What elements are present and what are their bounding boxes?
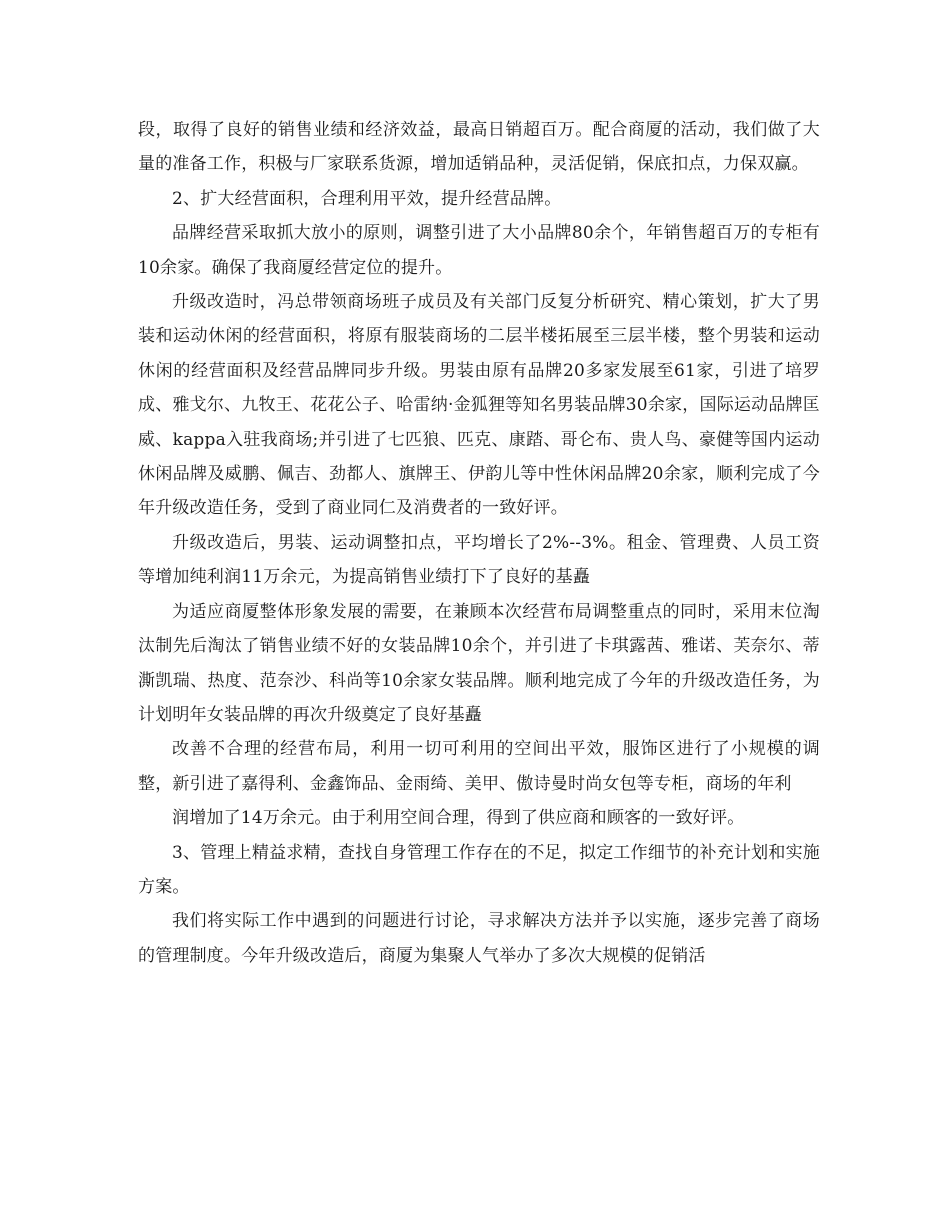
paragraph-brand-strategy: 品牌经营采取抓大放小的原则，调整引进了大小品牌80余个，年销售超百万的专柜有10余家。确保了我商厦经营定位的提升。 bbox=[138, 223, 820, 278]
paragraph-womenswear: 为适应商厦整体形象发展的需要，在兼顾本次经营布局调整重点的同时，采用末位淘汰制先后淘汰了销售业绩不好的女装品牌10余个，并引进了卡琪露茜、雅诺、芙奈尔、蒂澌凯瑞、热度、范奈沙、科尚等10余家女装品牌。顺利地完成了今年的升级改造任务，为计划明年女装品牌的再次升级奠定了良好基矗 bbox=[138, 601, 820, 725]
paragraph-layout-improvement: 改善不合理的经营布局，利用一切可利用的空间出平效，服饰区进行了小规模的调整，新引进了嘉得利、金鑫饰品、金雨绮、美甲、傲诗曼时尚女包等专柜，商场的年利 bbox=[138, 739, 820, 794]
paragraph-profit-increase: 润增加了14万余元。由于利用空间合理，得到了供应商和顾客的一致好评。 bbox=[172, 808, 745, 829]
section-heading-2: 2、扩大经营面积，合理利用平效，提升经营品牌。 bbox=[172, 188, 562, 209]
document-body bbox=[138, 113, 820, 973]
section-heading-3: 3、管理上精益求精，查找自身管理工作存在的不足，拟定工作细节的补充计划和实施方案。 bbox=[138, 842, 820, 897]
paragraph-intro: 段，取得了良好的销售业绩和经济效益，最高日销超百万。配合商厦的活动，我们做了大量的准备工作，积极与厂家联系货源，增加适销品种，灵活促销，保底扣点，力保双赢。 bbox=[138, 120, 820, 175]
paragraph-upgrade-menswear: 升级改造时，冯总带领商场班子成员及有关部门反复分析研究、精心策划，扩大了男装和运动休闲的经营面积，将原有服装商场的二层半楼拓展至三层半楼，整个男装和运动休闲的经营面积及经营品牌同步升级。男装由原有品牌20多家发展至61家，引进了培罗成、雅戈尔、九牧王、花花公子、哈雷纳·金狐狸等知名男装品牌30余家，国际运动品牌匡威、kappa入驻我商场;并引进了七匹狼、匹克、康踏、哥仑布、贵人鸟、豪健等国内运动休闲品牌及威鹏、佩吉、劲都人、旗牌王、伊韵儿等中性休闲品牌20余家，顺利完成了今年升级改造任务，受到了商业同仁及消费者的一致好评。 bbox=[138, 292, 820, 519]
paragraph-upgrade-result: 升级改造后，男装、运动调整扣点，平均增长了2%--3%。租金、管理费、人员工资等增加纯利润11万余元，为提高销售业绩打下了良好的基矗 bbox=[138, 532, 820, 588]
paragraph-management: 我们将实际工作中遇到的问题进行讨论，寻求解决方法并予以实施，逐步完善了商场的管理制度。今年升级改造后，商厦为集聚人气举办了多次大规模的促销活 bbox=[138, 911, 820, 966]
